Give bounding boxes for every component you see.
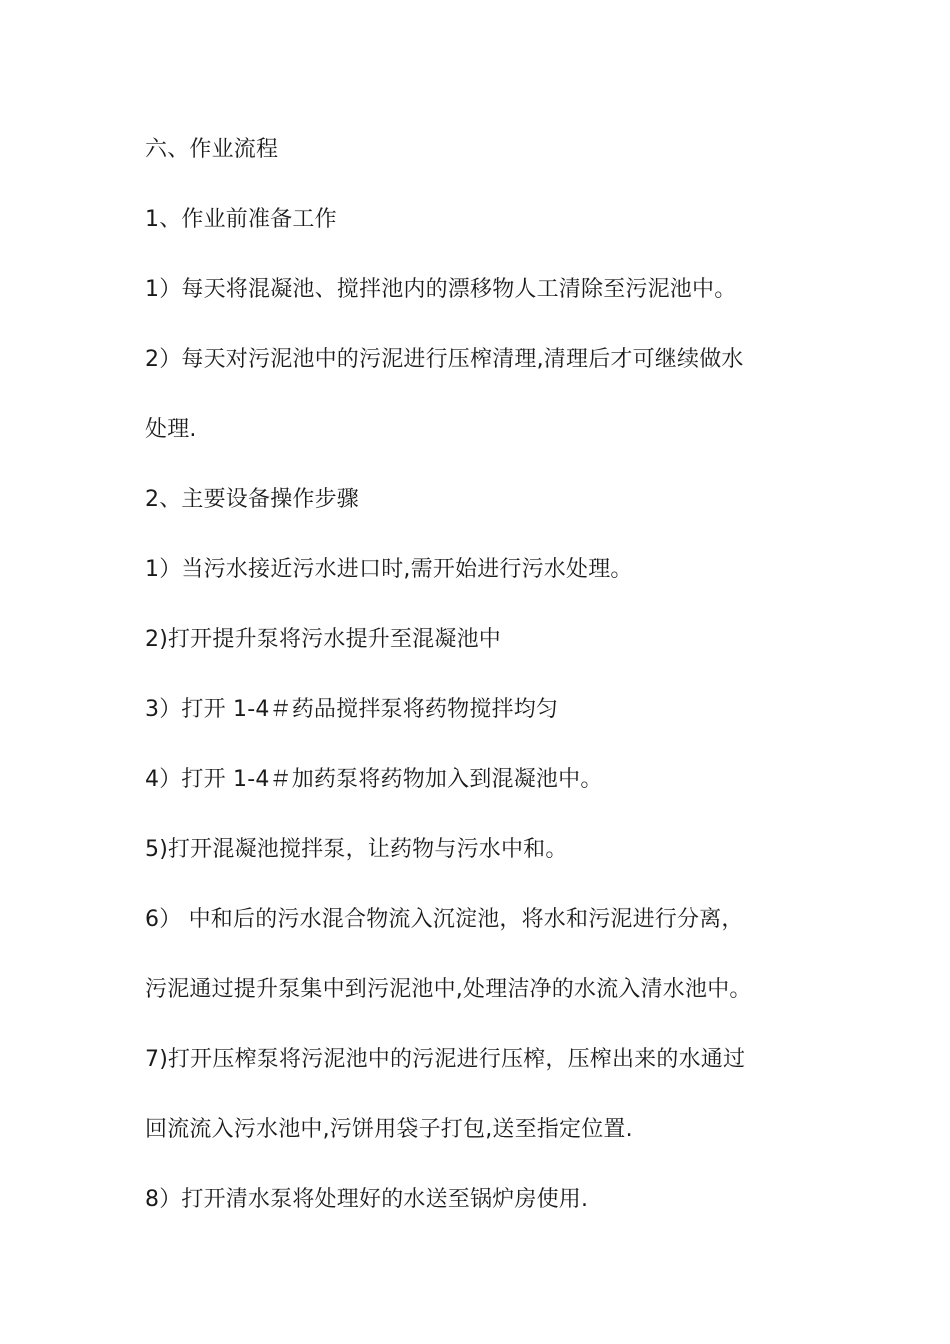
ops-heading: 2、主要设备操作步骤 — [145, 487, 359, 512]
prep-item-2-line-2: 处理. — [145, 417, 197, 442]
step-6-line-1: 6） 中和后的污水混合物流入沉淀池，将水和污泥进行分离， — [145, 907, 744, 932]
step-5: 5)打开混凝池搅拌泵，让药物与污水中和。 — [145, 837, 568, 862]
step-7-line-2: 回流流入污水池中,污饼用袋子打包,送至指定位置. — [145, 1117, 633, 1142]
section-title: 六、作业流程 — [145, 137, 279, 162]
step-6 — [145, 902, 805, 1007]
step-7-line-1: 7)打开压榨泵将污泥池中的污泥进行压榨，压榨出来的水通过 — [145, 1047, 746, 1072]
step-2: 2)打开提升泵将污水提升至混凝池中 — [145, 627, 501, 652]
prep-item-1: 1）每天将混凝池、搅拌池内的漂移物人工清除至污泥池中。 — [145, 277, 737, 302]
document-body — [145, 132, 805, 1252]
step-1: 1）当污水接近污水进口时,需开始进行污水处理。 — [145, 557, 633, 582]
step-3: 3）打开 1-4＃药品搅拌泵将药物搅拌均匀 — [145, 697, 559, 722]
prep-item-2 — [145, 342, 805, 447]
step-8: 8）打开清水泵将处理好的水送至锅炉房使用. — [145, 1187, 589, 1212]
step-6-line-2: 污泥通过提升泵集中到污泥池中,处理洁净的水流入清水池中。 — [145, 977, 752, 1002]
step-7 — [145, 1042, 805, 1147]
step-4: 4）打开 1-4＃加药泵将药物加入到混凝池中。 — [145, 767, 603, 792]
prep-heading: 1、作业前准备工作 — [145, 207, 337, 232]
prep-item-2-line-1: 2）每天对污泥池中的污泥进行压榨清理,清理后才可继续做水 — [145, 347, 744, 372]
